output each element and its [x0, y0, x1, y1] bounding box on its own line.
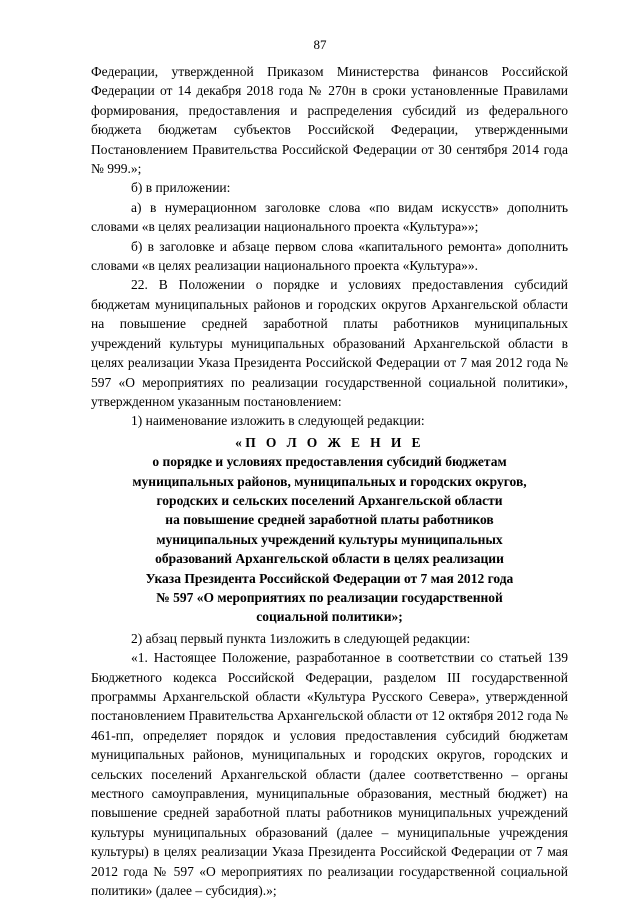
regulation-heading-line: муниципальных районов, муниципальных и городских округов, [132, 473, 527, 489]
regulation-heading-line: образований Архангельской области в целях реализации [155, 551, 504, 567]
paragraph-item-1-name: 1) наименование изложить в следующей редакции: [131, 413, 425, 429]
page-number: 87 [313, 37, 327, 52]
paragraph-item-b-appendix: б) в приложении: [131, 180, 231, 196]
paragraph-subitem-b: б) в заголовке и абзаце первом слова «капитального ремонта» дополнить словами «в целях реализации национального проекта «Культура»». [91, 238, 568, 274]
regulation-heading-title: «П О Л О Ж Е Н И Е [235, 434, 424, 450]
regulation-heading-line: на повышение средней заработной платы работников [165, 512, 494, 528]
paragraph-item-2-first-paragraph: 2) абзац первый пункта 1изложить в следующей редакции: [131, 630, 471, 646]
paragraph-subitem-a: а) в нумерационном заголовке слова «по видам искусств» дополнить словами «в целях реализации национального проекта «Культура»»; [91, 199, 568, 235]
paragraph-point-1-text: «1. Настоящее Положение, разработанное в соответствии со статьей 139 Бюджетного кодекса Российской Федерации, разделом III государственной программы Архангельской области «Культура Русского Севера», утвержденной постановлением Правительства Архангельской области от 12 октября 2012 года № 461-пп, определяет порядок и условия предоставления субсидий бюджетам муниципальных районов, муниципальных и городских округов, городских и сельских поселений Архангельской области (далее соответственно – органы местного самоуправления, муниципальные образования, местный бюджет) на повышение средней заработной платы работников муниципальных учреждений культуры муниципальных образований (далее – муниципальные учреждения культуры) в целях реализации Указа Президента Российской Федерации от 7 мая 2012 года № 597 «О мероприятиях по реализации государственной социальной политики» (далее – субсидия).»; [91, 650, 568, 899]
regulation-heading-line: № 597 «О мероприятиях по реализации государственной [156, 589, 503, 605]
regulation-heading-line: социальной политики»; [256, 609, 403, 625]
regulation-heading-line: о порядке и условиях предоставления субсидий бюджетам [152, 454, 507, 470]
paragraph-item-22: 22. В Положении о порядке и условиях предоставления субсидий бюджетам муниципальных районов и городских округов Архангельской области на повышение средней заработной платы работников муниципальных учреждений культуры муниципальных образований Архангельской области в целях реализации Указа Президента Российской Федерации от 7 мая 2012 года № 597 «О мероприятиях по реализации государственной социальной политики», утвержденном указанным постановлением: [91, 277, 568, 409]
paragraph-continuation: Федерации, утвержденной Приказом Министерства финансов Российской Федерации от 14 декабря 2018 года № 270н в сроки установленные Правилами формирования, предоставления и распределения субсидий из федерального бюджета бюджетам субъектов Российской Федерации, утвержденными Постановлением Правительства Российской Федерации от 30 сентября 2014 года № 999.»; [91, 64, 568, 177]
regulation-heading-line: Указа Президента Российской Федерации от 7 мая 2012 года [145, 570, 514, 586]
regulation-heading-line: городских и сельских поселений Архангельской области [156, 492, 503, 508]
regulation-heading [91, 433, 568, 627]
regulation-heading-line: муниципальных учреждений культуры муниципальных [156, 531, 503, 547]
document-body [91, 62, 568, 900]
